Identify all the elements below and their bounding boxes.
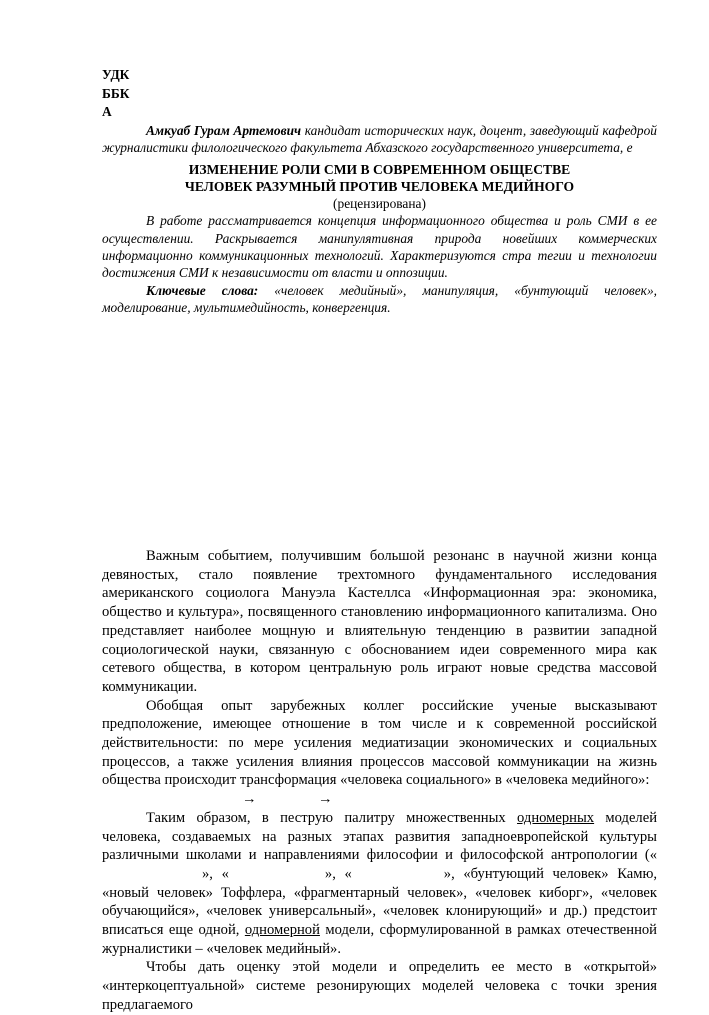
underlined-term: одномерной <box>244 922 320 939</box>
p3-quote-close-1: », « <box>202 865 229 882</box>
bbk-label: ББК <box>102 85 130 101</box>
p3-text-a: Таким образом, в пеструю палитру множественных <box>146 809 518 826</box>
keywords <box>102 282 657 317</box>
author-credentials: кандидат исторических наук, доцент, заведующий кафедрой журналистики филологического факультета Абхазского государственного университета, е <box>102 122 657 156</box>
article-body <box>102 547 657 1015</box>
transformation-arrows <box>102 790 657 809</box>
p3-text-c: », «бунтующий человек» Камю, «новый человек» Тоффлера, «фрагментарный человек», «человек киборг», «человек обучающийся», «человек универсальный», «человек клонирующий» и др.) предстоит вписаться еще одной, <box>102 865 658 939</box>
p3-quote-close-2: », « <box>324 865 352 882</box>
body-paragraph-1: Важным событием, получившим большой резонанс в научной жизни конца девяностых, стало появление трехтомного фундаментального исследования американского социолога Мануэла Кастеллса «Информационная эра: экономика, общество и культура», посвященного становлению информационного капитализма. Оно представляет наиболее мощную и влиятельную тенденцию в развитии западной социологической науки, связанную с обоснованием идеи современного мира как сетевого общества, в котором центральную роль играют новые средства массовой коммуникации. <box>102 548 657 695</box>
author-name: Амкуаб Гурам Артемович <box>146 122 302 138</box>
a-label: А <box>102 104 112 120</box>
arrow-right-icon: → <box>242 791 257 808</box>
article-title <box>102 162 657 195</box>
udk-label: УДК <box>102 67 130 82</box>
keywords-label: Ключевые слова: <box>146 282 259 298</box>
title-line-2: ЧЕЛОВЕК РАЗУМНЫЙ ПРОТИВ ЧЕЛОВЕКА МЕДИЙНОГО <box>184 178 575 194</box>
underlined-term: одномерных <box>517 809 595 826</box>
body-paragraph-3 <box>102 809 657 959</box>
keywords-text: «человек медийный», манипуляция, «бунтующий человек», моделирование, мультимедийность, конвергенция. <box>102 282 657 316</box>
abstract: В работе рассматривается концепция информационного общества и роль СМИ в ее осуществлении. Раскрывается манипулятивная природа новейших коммерческих информационно коммуникационных технологий. Характеризуются стра тегии и технологии достижения СМИ к независимости от власти и оппозиции. <box>102 213 657 281</box>
document-header-block <box>102 66 657 317</box>
author-info <box>102 122 657 157</box>
reviewed-note: (рецензирована) <box>333 196 426 212</box>
body-paragraph-4: Чтобы дать оценку этой модели и определить ее место в «открытой» «интеркоцептуальной» системе резонирующих моделей человека с точки зрения предлагаемого <box>102 959 657 1013</box>
p3-text-b: моделей человека, создаваемых на разных этапах развития западноевропейской культуры различными школами и направлениями философии и философской антропологии (« <box>102 809 658 864</box>
body-paragraph-2: Обобщая опыт зарубежных коллег российские ученые высказывают предположение, имеющее отношение в том числе и к современной российской действительности: по мере усиления медиатизации экономических и социальных процессов, а также усиления влияния процессов массовой коммуникации на жизнь общества происходит трансформация «человека социального» в «человека медийного»: <box>102 697 657 789</box>
p3-text-d: модели, сформулированной в рамках отечественной журналистики – «человек медийный». <box>102 922 657 957</box>
arrow-right-icon: → <box>318 791 333 808</box>
title-line-1: ИЗМЕНЕНИЕ РОЛИ СМИ В СОВРЕМЕННОМ ОБЩЕСТВЕ <box>188 161 571 177</box>
